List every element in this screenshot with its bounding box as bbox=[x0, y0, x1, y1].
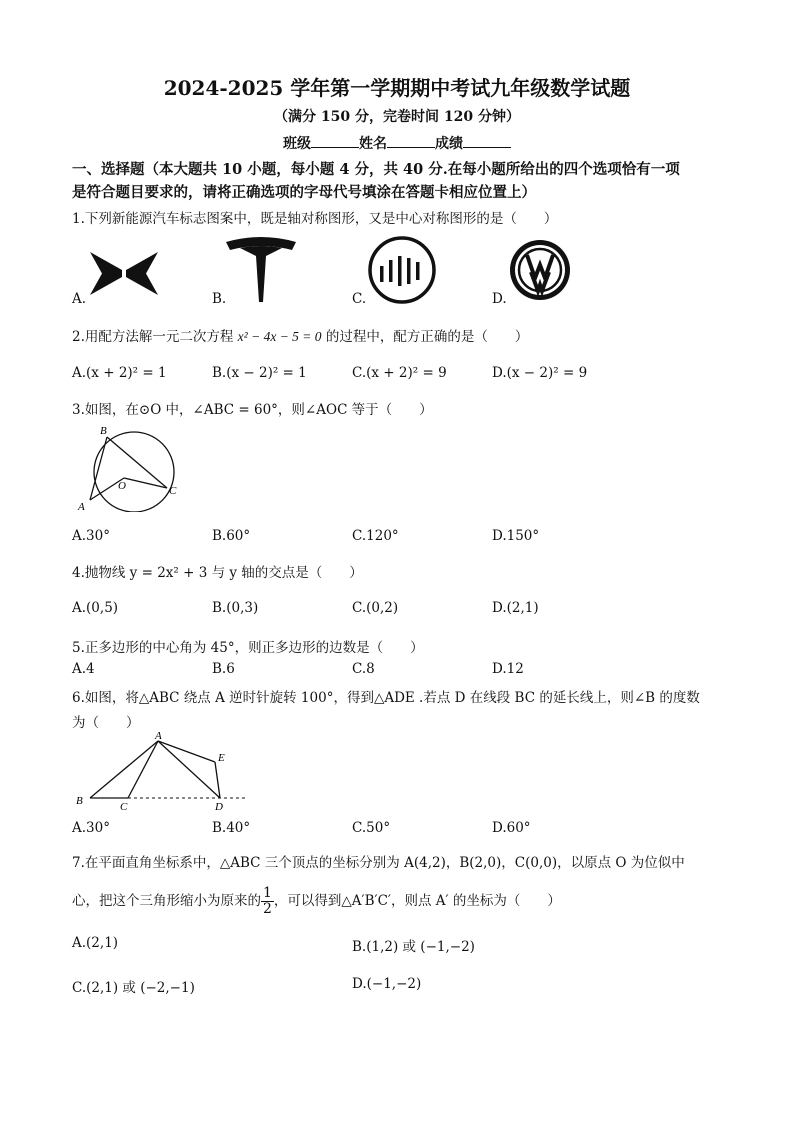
figure-label-c: C bbox=[169, 485, 177, 497]
fraction-numerator: 1 bbox=[263, 885, 272, 901]
figure-label-b: B bbox=[100, 425, 107, 437]
question-7-option-b[interactable]: B.(1,2) 或 (−1,−2) bbox=[352, 939, 475, 955]
question-6-option-c[interactable]: C.50° bbox=[352, 820, 391, 836]
question-6-option-a[interactable]: A.30° bbox=[72, 820, 110, 836]
question-2-stem bbox=[72, 325, 528, 345]
question-3-option-d[interactable]: D.150° bbox=[492, 528, 540, 544]
section-heading-line2: 是符合题目要求的，请将正确选项的字母代号填涂在答题卡相应位置上） bbox=[72, 184, 536, 201]
question-5-stem: 5.正多边形的中心角为 45°，则正多边形的边数是（ ） bbox=[72, 640, 424, 656]
question-2-option-d[interactable]: D.(x − 2)² = 9 bbox=[492, 365, 588, 381]
question-6-option-d[interactable]: D.60° bbox=[492, 820, 531, 836]
student-info-line bbox=[0, 133, 794, 153]
question-7-option-c[interactable]: C.(2,1) 或 (−2,−1) bbox=[72, 980, 195, 996]
class-label: 班级 bbox=[283, 136, 311, 152]
question-4-stem: 4.抛物线 y = 2x² + 3 与 y 轴的交点是（ ） bbox=[72, 565, 363, 581]
question-2-equation: x² − 4x − 5 = 0 bbox=[237, 329, 322, 344]
figure-label-o: O bbox=[118, 480, 126, 492]
figure-label-c: C bbox=[120, 801, 128, 813]
question-6-stem-line2: 为（ ） bbox=[72, 715, 140, 731]
question-2-option-b[interactable]: B.(x − 2)² = 1 bbox=[212, 365, 307, 381]
question-6-option-b[interactable]: B.40° bbox=[212, 820, 251, 836]
question-3-option-b[interactable]: B.60° bbox=[212, 528, 251, 544]
figure-label-a: A bbox=[78, 501, 85, 512]
figure-label-d: D bbox=[215, 801, 223, 813]
score-label: 成绩 bbox=[435, 136, 463, 152]
question-7-stem-pre: 心，把这个三角形缩小为原来的 bbox=[72, 893, 261, 909]
tesla-logo-icon bbox=[222, 234, 300, 304]
score-blank[interactable] bbox=[463, 133, 511, 148]
exam-title: 2024-2025 学年第一学期期中考试九年级数学试题 bbox=[163, 76, 631, 100]
question-5-option-b[interactable]: B.6 bbox=[212, 661, 235, 677]
rotation-figure bbox=[72, 728, 252, 814]
question-2-stem-pre: 2.用配方法解一元二次方程 bbox=[72, 329, 238, 345]
question-3-option-c[interactable]: C.120° bbox=[352, 528, 399, 544]
question-7-option-a[interactable]: A.(2,1) bbox=[72, 935, 119, 951]
question-7-stem-post: ，可以得到△A′B′C′，则点 A′ 的坐标为（ ） bbox=[273, 893, 561, 909]
question-1-option-c[interactable]: C. bbox=[352, 291, 367, 307]
bars-circle-logo-icon bbox=[366, 236, 438, 304]
question-1-option-a[interactable]: A. bbox=[72, 291, 87, 307]
fraction-denominator: 2 bbox=[263, 901, 272, 917]
question-6-stem-line1: 6.如图，将△ABC 绕点 A 逆时针旋转 100°，得到△ADE .若点 D 在线段 BC 的延长线上，则∠B 的度数 bbox=[72, 690, 700, 706]
question-5-option-a[interactable]: A.4 bbox=[72, 661, 95, 677]
question-5-option-d[interactable]: D.12 bbox=[492, 661, 524, 677]
question-4-option-b[interactable]: B.(0,3) bbox=[212, 600, 259, 616]
question-5-option-c[interactable]: C.8 bbox=[352, 661, 375, 677]
section-heading-line1: 一、选择题（本大题共 10 小题，每小题 4 分，共 40 分.在每小题所给出的四个选项恰有一项 bbox=[72, 161, 680, 178]
question-1-option-b[interactable]: B. bbox=[212, 291, 227, 307]
question-1-stem: 1.下列新能源汽车标志图案中，既是轴对称图形，又是中心对称图形的是（ ） bbox=[72, 211, 558, 227]
question-7-option-d[interactable]: D.(−1,−2) bbox=[352, 976, 422, 992]
question-7-stem-line2 bbox=[72, 886, 561, 917]
one-half-fraction bbox=[261, 886, 274, 917]
figure-label-a: A bbox=[155, 730, 162, 742]
name-label: 姓名 bbox=[359, 136, 387, 152]
question-4-option-c[interactable]: C.(0,2) bbox=[352, 600, 399, 616]
figure-label-e: E bbox=[218, 752, 225, 764]
figure-label-b: B bbox=[76, 795, 83, 807]
x-logo-icon bbox=[88, 246, 160, 301]
question-4-option-d[interactable]: D.(2,1) bbox=[492, 600, 539, 616]
question-1-option-d[interactable]: D. bbox=[492, 291, 507, 307]
question-7-stem-line1: 7.在平面直角坐标系中，△ABC 三个顶点的坐标分别为 A(4,2)，B(2,0)，C(0,0)，以原点 O 为位似中 bbox=[72, 855, 685, 871]
vw-logo-icon bbox=[508, 238, 572, 302]
question-2-stem-post: 的过程中，配方正确的是（ ） bbox=[321, 329, 529, 345]
circle-figure bbox=[72, 422, 182, 512]
exam-subtitle: （满分 150 分，完卷时间 120 分钟） bbox=[274, 109, 520, 125]
name-blank[interactable] bbox=[387, 133, 435, 148]
question-3-stem: 3.如图，在⊙O 中，∠ABC = 60°，则∠AOC 等于（ ） bbox=[72, 402, 433, 418]
question-2-option-a[interactable]: A.(x + 2)² = 1 bbox=[72, 365, 167, 381]
question-4-option-a[interactable]: A.(0,5) bbox=[72, 600, 119, 616]
question-3-option-a[interactable]: A.30° bbox=[72, 528, 110, 544]
class-blank[interactable] bbox=[311, 133, 359, 148]
question-2-option-c[interactable]: C.(x + 2)² = 9 bbox=[352, 365, 447, 381]
